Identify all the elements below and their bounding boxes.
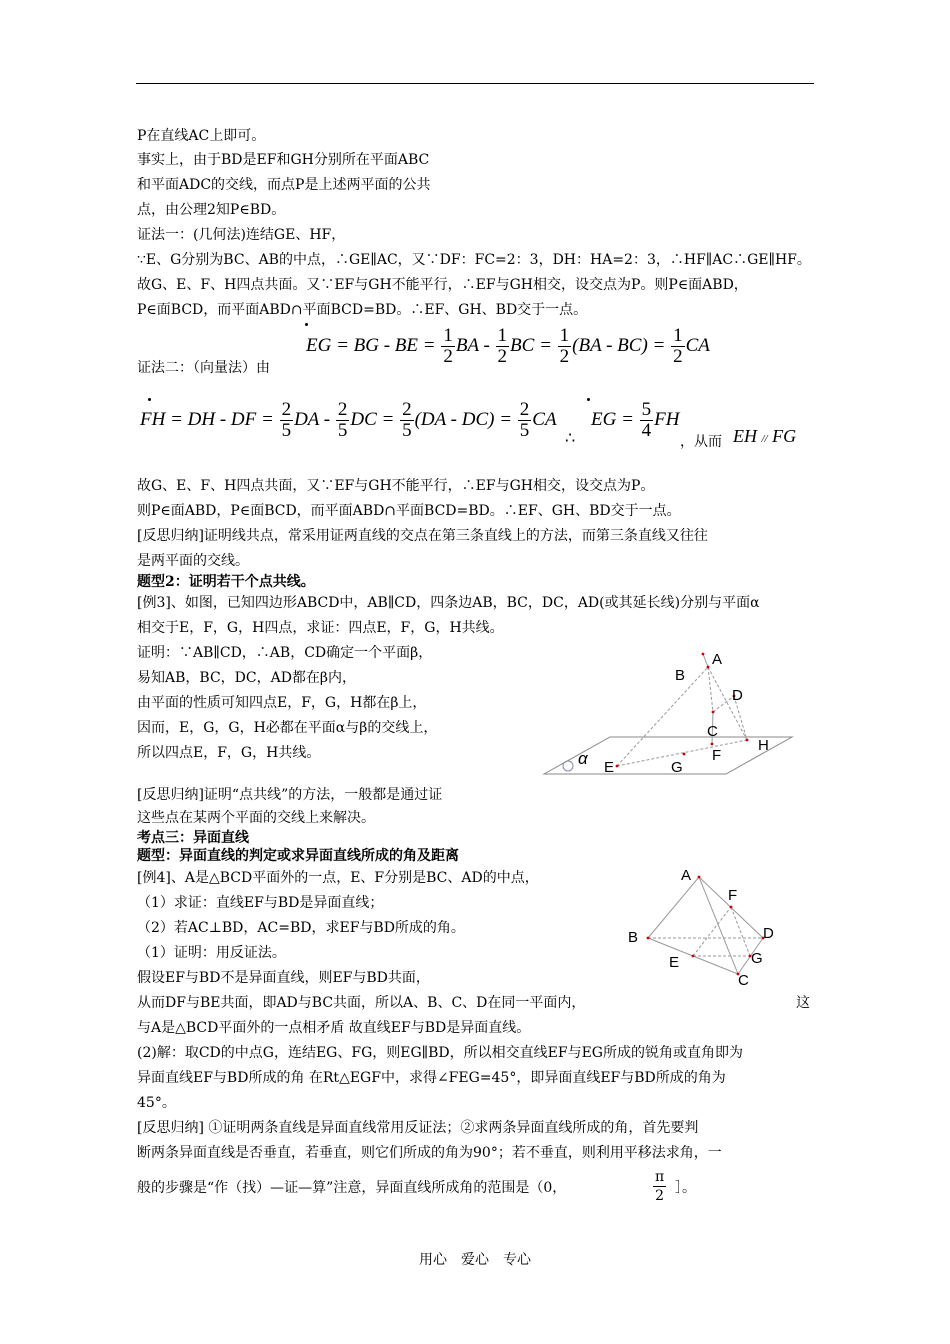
text-line: [例3]、如图，已知四边形ABCD中，AB∥CD，四条边AB，BC，DC，AD(或其延长线)分别与平面α (137, 595, 760, 611)
pi-over-two (653, 1168, 666, 1205)
text-line: (2)解：取CD的中点G，连结EG、FG，则EG∥BD，所以相交直线EF与EG所成的锐角或直角即为 (137, 1045, 743, 1061)
text-line: 则P∈面ABD，P∈面BCD，而平面ABD∩平面BCD=BD。∴EF、GH、BD交于一点。 (137, 503, 681, 519)
line-continuation: 这 (796, 995, 810, 1011)
fig2-label-g: G (751, 950, 763, 967)
eq1-frac1: $\frac{1}{2}$ (443, 325, 453, 367)
eq2-frac1: $\frac{2}{5}$ (281, 399, 292, 441)
text-line: 般的步骤是“作（找）—证—算”注意，异面直线所成角的范围是（0， (137, 1180, 567, 1196)
fig1-label-a: A (712, 651, 723, 668)
text-line: 点，由公理2知P∈BD。 (137, 202, 286, 218)
text-line: 易知AB，BC，DC，AD都在β内， (137, 670, 357, 686)
fig1-label-f: F (712, 747, 722, 764)
text-line: 从而DF与BE共面，即AD与BC共面，所以A、B、C、D在同一平面内， (137, 995, 586, 1011)
eq2-frac2: $\frac{2}{5}$ (337, 399, 348, 441)
fig1-label-c: C (707, 723, 718, 740)
fig2-label-a: A (681, 867, 692, 884)
fig2-label-c: C (738, 972, 749, 989)
fig2-label-b: B (628, 929, 639, 946)
text-line: 这些点在某两个平面的交线上来解决。 (137, 810, 375, 826)
text-line: 证法二：（向量法）由 (137, 360, 270, 376)
text-line: ∵E、G分别为BC、AB的中点，∴GE∥AC，又∵DF：FC=2：3，DH：HA=2：3，∴HF∥AC∴GE∥HF。 (137, 252, 811, 268)
text-line: 由平面的性质可知四点E，F，G，H都在β上， (137, 695, 427, 711)
fig1-label-h: H (758, 737, 769, 754)
text-line: 和平面ADC的交线，而点P是上述两平面的公共 (137, 177, 431, 193)
fig2-label-d: D (763, 925, 774, 942)
eq2-frac4: $\frac{2}{5}$ (519, 399, 530, 441)
header-rule (136, 83, 814, 84)
text-line: [反思归纳]证明线共点，常采用证两直线的交点在第三条直线上的方法，而第三条直线又往往 (137, 528, 708, 544)
text-line: 所以四点E，F，G，H共线。 (137, 745, 321, 761)
fig2-label-e: E (669, 954, 680, 971)
fig1-label-alpha: α (578, 749, 588, 768)
fig2-label-f: F (728, 887, 738, 904)
text-line: （2）若AC⊥BD，AC=BD，求EF与BD所成的角。 (137, 920, 465, 936)
anchor-icon (563, 761, 573, 771)
text-line: 与A是△BCD平面外的一点相矛盾 故直线EF与BD是异面直线。 (137, 1020, 531, 1036)
eq3-frac1: $\frac{5}{4}$ (641, 399, 652, 441)
page-footer: 用心 爱心 专心 (419, 1252, 531, 1268)
text-line: 题型2：证明若干个点共线。 (137, 574, 315, 590)
equation-eg: EG = BG - BE = $\frac{1}{2}$ BA - $\frac{1}{2}$ BC = $\frac{1}{2}$ (BA - BC) = $\frac{1}{2}$ CA (306, 325, 710, 367)
text-line: 断两条异面直线是否垂直，若垂直，则它们所成的角为90°；若不垂直，则利用平移法求角，一 (137, 1145, 722, 1161)
text-line: 45°。 (137, 1095, 176, 1111)
range-close: ］。 (675, 1180, 696, 1196)
equation-eh-parallel-fg: EH // FG (733, 426, 797, 446)
conclusion-prefix: ，从而 (680, 434, 722, 450)
text-line: P∈面BCD，而平面ABD∩平面BCD=BD。∴EF、GH、BD交于一点。 (137, 302, 588, 318)
figure-tetrahedron (620, 862, 780, 992)
text-line: 故G、E、F、H四点共面，又∵EF与GH不能平行，∴EF与GH相交，设交点为P。 (137, 478, 655, 494)
pi-denominator: 2 (655, 1188, 665, 1204)
eq1-frac4: $\frac{1}{2}$ (673, 325, 683, 367)
text-line: （1）证明：用反证法。 (137, 945, 286, 961)
text-line: 异面直线EF与BD所成的角 在Rt△EGF中，求得∠FEG=45°，即异面直线EF与BD所成的角为 (137, 1070, 726, 1086)
text-line: 题型：异面直线的判定或求异面直线所成的角及距离 (137, 848, 459, 864)
text-line: 相交于E，F，G，H四点，求证：四点E，F，G，H共线。 (137, 620, 504, 636)
fig1-label-b: B (675, 667, 686, 684)
text-line: （1）求证：直线EF与BD是异面直线； (137, 895, 384, 911)
eq1-frac2: $\frac{1}{2}$ (497, 325, 508, 367)
equation-eg-fh: EG = $\frac{5}{4}$ FH (591, 399, 680, 441)
text-line: 事实上，由于BD是EF和GH分别所在平面ABC (137, 152, 430, 168)
eq2-frac3: $\frac{2}{5}$ (402, 399, 412, 441)
therefore-symbol: ∴ (565, 428, 576, 447)
fig1-label-d: D (732, 687, 743, 704)
text-line: 故G、E、F、H四点共面。又∵EF与GH不能平行，∴EF与GH相交，设交点为P。则P∈面ABD， (137, 277, 748, 293)
vector-dot (587, 398, 590, 401)
text-line: [例4]、A是△BCD平面外的一点，E、F分别是BC、AD的中点， (137, 870, 539, 886)
text-line: [反思归纳]证明“点共线”的方法，一般都是通过证 (137, 787, 443, 803)
text-line: 假设EF与BD不是异面直线，则EF与BD共面， (137, 970, 430, 986)
pi-numerator: π (655, 1169, 665, 1185)
text-line: 证明：∵AB∥CD，∴AB，CD确定一个平面β， (137, 645, 433, 661)
text-line: P在直线AC上即可。 (137, 128, 266, 144)
eq1-lhs: EG = BG - BE = (306, 334, 441, 356)
equation-fh: FH = DH - DF = $\frac{2}{5}$ DA - $\frac{2}{5}$ DC = $\frac{2}{5}$ (DA - DC) = $\frac{2}{5}$ CA (140, 399, 557, 441)
figure-plane-quadrilateral (540, 640, 800, 780)
text-line: 考点三：异面直线 (137, 830, 249, 846)
text-line: 因而，E，G，G，H必都在平面α与β的交线上， (137, 720, 438, 736)
text-line: [反思归纳] ①证明两条直线是异面直线常用反证法；②求两条异面直线所成的角，首先要判 (137, 1120, 699, 1136)
text-line: 是两平面的交线。 (137, 553, 249, 569)
fig1-label-e: E (604, 759, 615, 776)
eq1-frac3: $\frac{1}{2}$ (559, 325, 570, 367)
fig1-label-g: G (671, 759, 683, 776)
text-line: 证法一：(几何法)连结GE、HF， (137, 227, 346, 243)
